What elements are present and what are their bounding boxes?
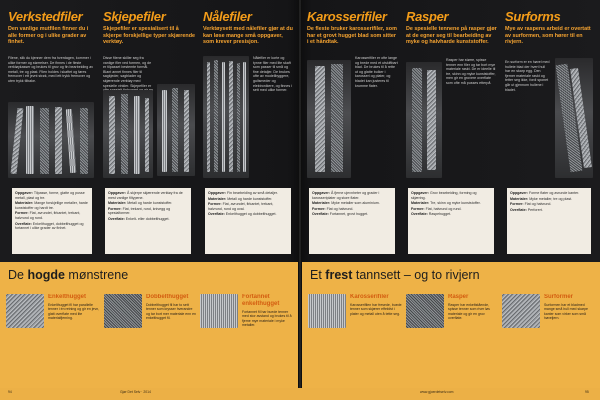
pattern-text: Rasper har enkeltstående, spisse tenner som river løs materiale og gir en grov overflate. [448, 303, 490, 320]
file-image [222, 62, 225, 172]
pattern-thumbnail [104, 294, 142, 328]
band-title [310, 268, 480, 282]
file-image [26, 106, 34, 174]
info-text: Grov bearbeiding, forming og skjæring. [411, 191, 477, 200]
footer-website: www.gjoerdetselv.com [420, 390, 454, 394]
info-box [205, 188, 291, 254]
info-text: Fin bearbeiding av små detaljer. [226, 191, 278, 195]
info-box [105, 188, 191, 254]
pattern-title: Dobbelthugget [146, 294, 189, 300]
pattern-title: Karosserifiler [350, 294, 389, 300]
column-intro: Verktøysett med nålefiler gjør at du kan løse mange små oppgaver, som krever presisjon. [203, 26, 293, 46]
cut-patterns-band [0, 262, 298, 388]
info-box [507, 188, 591, 254]
file-image [40, 108, 49, 174]
info-text: Flat, halvrund og rund. [425, 206, 462, 211]
column-body: Filene, slik du kjenner dem fra hverdagen, kommer i ulike former og størrelser. De finnes i de fleste verktøykasser og brukes til grov og fin bearbeiding av metall, tre og plast. Filen holdes i skaftet og føres fremover i ett jevnt strøk, med lett trykk fremover og uten trykk tilbake. [8, 56, 94, 83]
info-text: Flat, avrundet, firkantet, trekant, halvrund, rund og oval. [208, 202, 274, 211]
column-title: Rasper [406, 9, 449, 24]
info-label: Overflate: [15, 221, 32, 226]
band-title-text: Et [310, 268, 326, 282]
info-label: Overflate: [312, 212, 329, 217]
column-title: Verkstedfiler [8, 9, 83, 24]
pattern-thumbnail [200, 294, 238, 328]
file-image [109, 96, 115, 174]
file-image [66, 109, 76, 173]
band-title-bold: frest [325, 268, 353, 282]
band-title-text: De [8, 268, 28, 282]
info-text: Forme flater og avrunde kanter. [528, 191, 580, 195]
column-rasper [402, 0, 500, 262]
info-text: Myke metaller, tre og plast. [529, 196, 573, 201]
info-text: Flat og halvrund. [524, 202, 552, 207]
info-label: Overflate: [108, 216, 125, 221]
column-body: En surform er en høvel med hullete blad der hvert hull har en skarp egg. Den fjerner materiale raskt og tetter seg ikke, fordi sponet går ut gjennom hullene i bladet. [505, 60, 550, 92]
info-text: Flat, trekant, rund, knivegg og spesialformer. [108, 206, 171, 216]
page-number-right: 95 [585, 390, 589, 394]
pattern-karosserifiler [350, 294, 402, 372]
column-body: Disse filene skiller seg fra vanlige filer ved formen, og de er tilpasset bestemte formål. Blant annet finnes filer til sagkjeder, sagblader og skjærende verktøy med spesielle vinkler. Skjepefiler er [103, 56, 152, 88]
info-text: Flat, avrundet, firkantet, trekant, halvrund og rund. [15, 211, 81, 220]
file-image [55, 107, 62, 174]
info-label: Overflate: [411, 212, 428, 217]
page-number-left: 94 [8, 390, 12, 394]
file-image [145, 98, 149, 172]
pattern-text: Fortannet fil har buede tenner med stor avstand og brukes til å fjerne mye materiale i myke metaller. [242, 310, 292, 327]
info-label: Former: [312, 206, 326, 211]
file-image [315, 66, 325, 172]
pattern-title: Enkelthugget [48, 294, 87, 300]
file-image [172, 88, 178, 172]
pattern-thumbnail [6, 294, 44, 328]
pattern-dobbelthugget [146, 294, 196, 372]
column-intro: Skjepefiler er spesialisert til å skjerpe forskjellige typer skjærende verktøy. [103, 26, 195, 46]
pattern-text: Enkelthugget fil har parallelle tenner i én retning og gir en jevn, glatt overflate med lite materialfjerning. [48, 303, 100, 320]
file-image [134, 96, 140, 174]
column-intro: De spesielle tennene på rasper gjør at de egner seg til bearbeiding av myke og halvharde kunststoffer. [406, 26, 497, 46]
info-label: Overflate: [208, 212, 225, 217]
file-image [121, 94, 128, 174]
column-skjepefiler [99, 0, 198, 262]
info-label: Former: [15, 211, 29, 216]
file-image [162, 90, 167, 172]
file-image [237, 63, 240, 172]
column-body: Rasper har større, spisse tenner enn filer og tar bort mye materiale raskt. De er ideelle til tre, skinn og myke kunststoffer, men gir en grovere overflate som ofte må pusses etterpå. [446, 58, 496, 85]
file-image [207, 62, 210, 172]
pattern-surformer [544, 294, 596, 372]
column-surforms [501, 0, 597, 262]
pattern-title: Fortannet enkelthugget [242, 294, 280, 307]
info-label: Materialer: [108, 201, 127, 206]
file-photo [103, 90, 153, 178]
info-text: Flat og halvrund. [326, 206, 354, 211]
info-label: Former: [108, 206, 122, 211]
info-label: Oppgaver: [208, 191, 226, 195]
file-photo [8, 102, 94, 178]
column-title: Surforms [505, 9, 561, 24]
file-photo [157, 84, 195, 176]
band-title-bold: hogde [27, 268, 65, 282]
file-image [331, 64, 343, 172]
info-label: Materialer: [312, 201, 331, 206]
column-title: Karosserifiler [307, 9, 387, 24]
file-image [184, 90, 189, 172]
column-body: Karosserifiler er ofte lange og brede med et utskiftbart blad. De brukes til å rette ut og glatte bulker i karosseri og plater, og bladet kan justeres til krumme flater. [355, 56, 398, 88]
info-label: Oppgaver: [312, 191, 330, 195]
column-verkstedfiler [4, 0, 98, 262]
column-intro: Mye av raspens arbeid er overtatt av surformen, som hører til en rivjern. [505, 26, 591, 46]
info-text: Metall og harde kunststoffer. [227, 196, 273, 201]
info-label: Materialer: [208, 196, 227, 201]
pattern-enkelthugget [48, 294, 100, 372]
pattern-thumbnail [502, 294, 540, 328]
info-text: Perforert. [527, 207, 543, 212]
pattern-text: Karosserifilen har fresede, buede tenner som skjærer effektivt i plater og metall uten å tette seg. [350, 303, 402, 316]
pattern-text: Surformen har et bladmed mange små hull med skarpe kanter som virker som små høveljern. [544, 303, 588, 320]
pattern-title: Surformer [544, 294, 574, 300]
file-image [229, 61, 233, 172]
file-image [412, 68, 422, 172]
band-title [8, 268, 128, 282]
file-photo [555, 58, 593, 178]
info-label: Oppgaver: [15, 191, 33, 195]
pattern-rasper [448, 294, 498, 372]
column-nalefiler [199, 0, 297, 262]
info-label: Materialer: [15, 201, 34, 206]
milled-band [302, 262, 600, 388]
info-text: Tre, skinn og myke kunststoffer. [430, 201, 481, 206]
file-image [11, 108, 24, 174]
column-intro: Den vanlige mutfilen finner du i alle former og i ulike grader av finhet. [8, 26, 89, 46]
info-text: Metall og harde kunststoffer. [127, 201, 173, 206]
info-text: Å fjerne ujevnheter og grader i karosseriplater og store flater. [312, 191, 380, 200]
info-text: Fortannet, grovt hugget. [329, 212, 369, 217]
info-text: Enkelthugget, dobbelthugget og fortannet i ulike grader av finhet. [15, 221, 84, 231]
file-image [427, 70, 436, 170]
info-box [309, 188, 395, 254]
file-image [243, 62, 246, 172]
info-text: Myke metaller som aluminium. [331, 201, 380, 206]
info-label: Former: [208, 202, 222, 207]
info-text: Raspehugget. [428, 212, 452, 217]
column-karosserifiler [303, 0, 401, 262]
info-label: Materialer: [411, 201, 430, 206]
info-label: Oppgaver: [108, 191, 126, 195]
info-label: Overflate: [510, 207, 527, 212]
band-title-text: tannsett – og to rivjern [352, 268, 480, 282]
info-box [12, 188, 92, 254]
column-title: Skjepefiler [103, 9, 166, 24]
column-intro: De fleste bruker karosserifiler, som har et grovt hugget blad som sitter i et håndtak. [307, 26, 397, 46]
column-body: Nålefiler er korte og tynne filer med lite skaft som passer til små og fine detaljer. De brukes ofte av modellbyggere, gullsmeder og elektronikere, og finnes i sett med ulike former. [253, 56, 292, 93]
info-label: Former: [411, 206, 425, 211]
info-box [408, 188, 494, 254]
info-label: Former: [510, 202, 524, 207]
info-label: Materialer: [510, 196, 529, 201]
info-text: Å skjerpe skjærende verktøy fra de mest vanlige filtypene. [108, 191, 183, 200]
pattern-thumbnail [308, 294, 346, 328]
info-label: Oppgaver: [411, 191, 429, 195]
band-title-text: mønstrene [64, 268, 129, 282]
pattern-text: Dobbelthugget fil har to sett tenner som krysser hverandre og tar bort mer materiale enn en enkelthugget fil. [146, 303, 196, 320]
info-text: Enkelt- eller dobbelthugget. [125, 216, 170, 221]
info-text: Mange forskjellige metaller, harde kunststoffer og hardt tre. [15, 201, 88, 210]
file-photo [203, 56, 249, 178]
file-image [80, 108, 88, 174]
file-photo [307, 60, 351, 178]
footer-strip [0, 388, 600, 400]
file-image [214, 60, 218, 172]
footer-publication: Gjør Det Selv · 2014 [120, 390, 151, 394]
info-label: Oppgaver: [510, 191, 528, 195]
file-photo [406, 62, 442, 178]
info-text: Enkelthugget og dobbelthugget. [225, 212, 277, 217]
pattern-fortannet [242, 294, 294, 372]
column-title: Nålefiler [203, 9, 252, 24]
pattern-thumbnail [406, 294, 444, 328]
pattern-title: Rasper [448, 294, 469, 300]
info-text: Tilpasse, forme, glatte og pusse metall, plast og tre. [15, 191, 85, 200]
